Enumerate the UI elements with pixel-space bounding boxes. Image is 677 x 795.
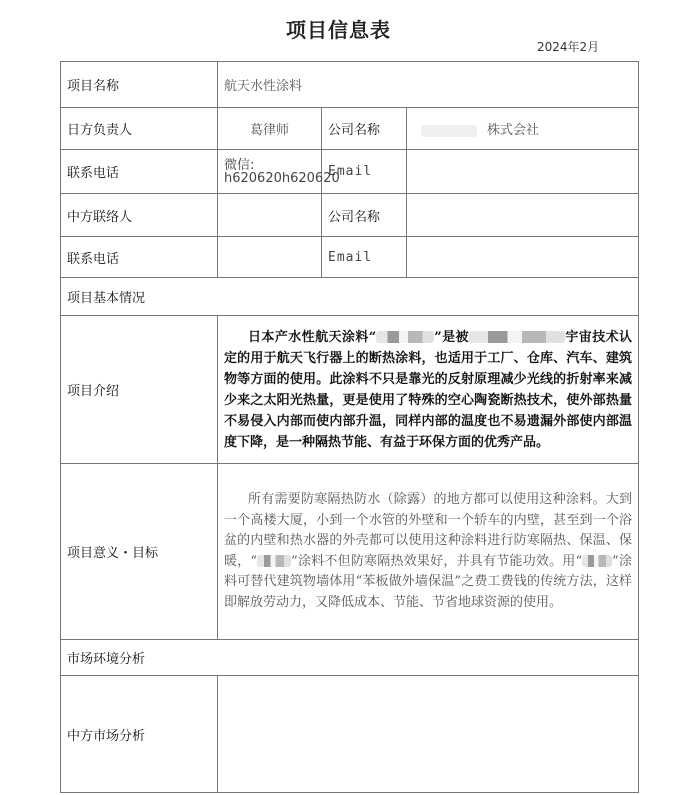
cn-contact-value — [218, 194, 322, 237]
redacted-block — [257, 555, 291, 567]
table-row — [61, 640, 639, 676]
table-row — [61, 237, 639, 278]
jp-lead-value: 葛律师 — [218, 108, 322, 150]
email2-label: Email — [322, 237, 407, 278]
basic-section-header: 项目基本情况 — [61, 278, 639, 316]
company-name-text: 株式会社 — [487, 123, 540, 138]
intro-label: 项目介绍 — [61, 316, 218, 464]
table-row — [61, 150, 639, 194]
email-value — [407, 150, 639, 194]
redacted-block — [469, 331, 565, 343]
page-title: 项目信息表 — [286, 18, 391, 42]
intro-text: 日本产水性航天涂料“ ”是被 宇宙技术认定的用于航天飞行器上的断热涂料，也适用于工厂、仓库、汽车、建筑物等方面的使用。此涂料不只是靠光的反射原理减少光线的折射率来减少来之太阳光热量，更是使用了特殊的空心陶瓷断热技术，使外部热量不易侵入内部而使内部升温，同样内部的温度也不易遗漏外部使内部温度下降，是一种隔热节能、有益于环保方面的优秀产品。 — [218, 316, 639, 464]
wechat-label: 微信: — [224, 157, 255, 173]
project-info-table — [60, 61, 639, 793]
cn-contact-label: 中方联络人 — [61, 194, 218, 237]
phone2-label: 联系电话 — [61, 237, 218, 278]
email2-value — [407, 237, 639, 278]
table-row — [61, 316, 639, 464]
project-name-label: 项目名称 — [61, 62, 218, 108]
table-row — [61, 464, 639, 640]
cn-market-value — [218, 676, 639, 793]
redacted-block — [376, 331, 434, 343]
table-row — [61, 676, 639, 793]
table-row — [61, 278, 639, 316]
goal-label: 项目意义・目标 — [61, 464, 218, 640]
email-label: Email — [322, 150, 407, 194]
phone2-value — [218, 237, 322, 278]
redacted-block — [421, 125, 477, 137]
project-name-value: 航天水性涂料 — [218, 62, 639, 108]
jp-lead-label: 日方负责人 — [61, 108, 218, 150]
table-row — [61, 62, 639, 108]
company-label: 公司名称 — [322, 108, 407, 150]
table-row — [61, 108, 639, 150]
cn-market-label: 中方市场分析 — [61, 676, 218, 793]
company2-value — [407, 194, 639, 237]
redacted-block — [582, 555, 612, 567]
company-value — [407, 108, 639, 150]
company2-label: 公司名称 — [322, 194, 407, 237]
market-section-header: 市场环境分析 — [61, 640, 639, 676]
goal-text: 所有需要防寒隔热防水（除露）的地方都可以使用这种涂料。大到一个高楼大厦，小到一个水管的外壁和一个轿车的内壁，甚至到一个浴盆的内壁和热水器的外壳都可以使用这种涂料进行防寒隔热、保温、保暖，“ ”涂料不但防寒隔热效果好，并具有节能功效。用“ ”涂料可替代建筑物墙体用“苯板做外墙保温”之费工费钱的传统方法，这样即解放劳动力，又降低成本、节能、节省地球资源的使用。 — [218, 464, 639, 640]
wechat-cell — [218, 150, 340, 194]
phone-label: 联系电话 — [61, 150, 218, 194]
table-row — [61, 194, 639, 237]
document-date: 2024年2月 — [537, 40, 600, 54]
wechat-id: h620620h620620 — [224, 170, 340, 186]
